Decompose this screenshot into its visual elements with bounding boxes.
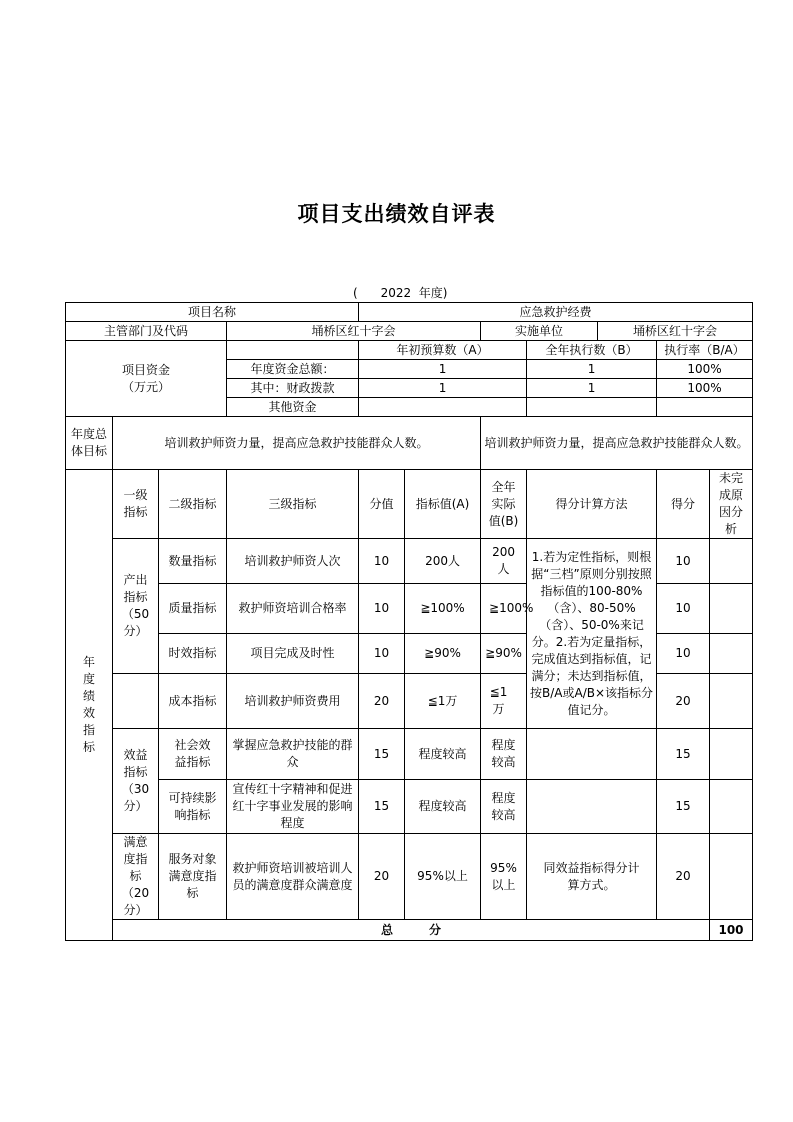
row-target: ≧100% bbox=[405, 584, 481, 634]
project-name-label: 项目名称 bbox=[66, 303, 359, 322]
row-score: 15 bbox=[657, 780, 710, 834]
row-value: 10 bbox=[359, 584, 405, 634]
funds-row-rate bbox=[657, 398, 753, 417]
row-score: 20 bbox=[657, 674, 710, 729]
header-reason: 未完成原因分析 bbox=[710, 470, 753, 539]
funds-row-b: 1 bbox=[527, 379, 657, 398]
row-score: 15 bbox=[657, 729, 710, 780]
dept-label: 主管部门及代码 bbox=[66, 322, 227, 341]
row-actual: ≧100% bbox=[481, 584, 527, 634]
row-actual: 程度较高 bbox=[481, 780, 527, 834]
satisfaction-label: 满意度指标（20分） bbox=[113, 834, 159, 920]
row-level2: 时效指标 bbox=[159, 634, 227, 674]
header-method: 得分计算方法 bbox=[527, 470, 657, 539]
row-reason bbox=[710, 584, 753, 634]
row-score: 20 bbox=[657, 834, 710, 920]
row-level3: 救护师资培训被培训人员的满意度群众满意度 bbox=[227, 834, 359, 920]
row-reason bbox=[710, 834, 753, 920]
row-score: 10 bbox=[657, 539, 710, 584]
header-score-value: 分值 bbox=[359, 470, 405, 539]
project-name: 应急救护经费 bbox=[359, 303, 753, 322]
level1-empty bbox=[113, 674, 159, 729]
page-title: 项目支出绩效自评表 bbox=[297, 202, 496, 226]
row-value: 20 bbox=[359, 834, 405, 920]
impl-label: 实施单位 bbox=[481, 322, 598, 341]
row-reason bbox=[710, 780, 753, 834]
funds-row-label: 其中：财政拨款 bbox=[227, 379, 359, 398]
row-actual: 程度较高 bbox=[481, 729, 527, 780]
row-score: 10 bbox=[657, 634, 710, 674]
row-level2: 质量指标 bbox=[159, 584, 227, 634]
row-value: 20 bbox=[359, 674, 405, 729]
goal-expected: 培训救护师资力量，提高应急救护技能群众人数。 bbox=[113, 417, 481, 470]
row-actual: ≦1万 bbox=[481, 674, 527, 729]
row-level3: 救护师资培训合格率 bbox=[227, 584, 359, 634]
row-target: ≦1万 bbox=[405, 674, 481, 729]
funds-row-a bbox=[359, 398, 527, 417]
row-level3: 培训救护师资人次 bbox=[227, 539, 359, 584]
total-score: 100 bbox=[710, 920, 753, 941]
goal-label: 年度总体目标 bbox=[66, 417, 113, 470]
funds-col-b: 全年执行数（B） bbox=[527, 341, 657, 360]
row-level2: 服务对象满意度指标 bbox=[159, 834, 227, 920]
funds-row-label: 其他资金 bbox=[227, 398, 359, 417]
header-actual: 全年实际值(B) bbox=[481, 470, 527, 539]
funds-row-b: 1 bbox=[527, 360, 657, 379]
funds-row-label: 年度资金总额： bbox=[227, 360, 359, 379]
row-level3: 掌握应急救护技能的群众 bbox=[227, 729, 359, 780]
funds-row-rate: 100% bbox=[657, 379, 753, 398]
row-value: 15 bbox=[359, 780, 405, 834]
method-2: 同效益指标得分计算方式。 bbox=[527, 834, 657, 920]
funds-col-a: 年初预算数（A） bbox=[359, 341, 527, 360]
funds-row-a: 1 bbox=[359, 379, 527, 398]
row-target: 程度较高 bbox=[405, 780, 481, 834]
goal-actual: 培训救护师资力量，提高应急救护技能群众人数。 bbox=[481, 417, 753, 470]
method-1: 1.若为定性指标，则根据“三档”原则分别按照指标值的100-80%（含）、80-50%（含）、50-0%来记分。2.若为定量指标，完成值达到指标值，记满分；未达到指标值，按B/A或A/B×该指标分值记分。 bbox=[527, 539, 657, 729]
row-target: 程度较高 bbox=[405, 729, 481, 780]
row-value: 10 bbox=[359, 539, 405, 584]
row-reason bbox=[710, 674, 753, 729]
impl-value: 埇桥区红十字会 bbox=[598, 322, 753, 341]
row-actual: 200人 bbox=[481, 539, 527, 584]
row-reason bbox=[710, 634, 753, 674]
header-level1: 一级指标 bbox=[113, 470, 159, 539]
row-reason bbox=[710, 729, 753, 780]
funds-label: 项目资金 （万元） bbox=[66, 341, 227, 417]
output-label: 产出指标（50分） bbox=[113, 539, 159, 674]
row-reason bbox=[710, 539, 753, 584]
funds-row-b bbox=[527, 398, 657, 417]
row-score: 10 bbox=[657, 584, 710, 634]
row-level2: 可持续影响指标 bbox=[159, 780, 227, 834]
dept-value: 埇桥区红十字会 bbox=[227, 322, 481, 341]
row-target: ≧90% bbox=[405, 634, 481, 674]
row-level2: 成本指标 bbox=[159, 674, 227, 729]
total-label: 总 分 bbox=[113, 920, 710, 941]
header-level3: 三级指标 bbox=[227, 470, 359, 539]
funds-col-rate: 执行率（B/A） bbox=[657, 341, 753, 360]
row-level3: 宣传红十字精神和促进红十字事业发展的影响程度 bbox=[227, 780, 359, 834]
row-level2: 社会效益指标 bbox=[159, 729, 227, 780]
header-score: 得分 bbox=[657, 470, 710, 539]
method-empty bbox=[527, 729, 657, 780]
row-level3: 项目完成及时性 bbox=[227, 634, 359, 674]
row-value: 15 bbox=[359, 729, 405, 780]
funds-row-rate: 100% bbox=[657, 360, 753, 379]
indicators-section-label: 年度绩效指标 bbox=[66, 470, 113, 941]
header-target: 指标值(A) bbox=[405, 470, 481, 539]
row-level3: 培训救护师资费用 bbox=[227, 674, 359, 729]
method-empty bbox=[527, 780, 657, 834]
header-level2: 二级指标 bbox=[159, 470, 227, 539]
row-target: 200人 bbox=[405, 539, 481, 584]
row-actual: 95%以上 bbox=[481, 834, 527, 920]
year-line: ( 2022 年度) bbox=[353, 286, 448, 300]
row-actual: ≧90% bbox=[481, 634, 527, 674]
funds-row-a: 1 bbox=[359, 360, 527, 379]
row-level2: 数量指标 bbox=[159, 539, 227, 584]
benefit-label: 效益指标（30分） bbox=[113, 729, 159, 834]
row-target: 95%以上 bbox=[405, 834, 481, 920]
performance-table bbox=[65, 302, 753, 941]
row-value: 10 bbox=[359, 634, 405, 674]
